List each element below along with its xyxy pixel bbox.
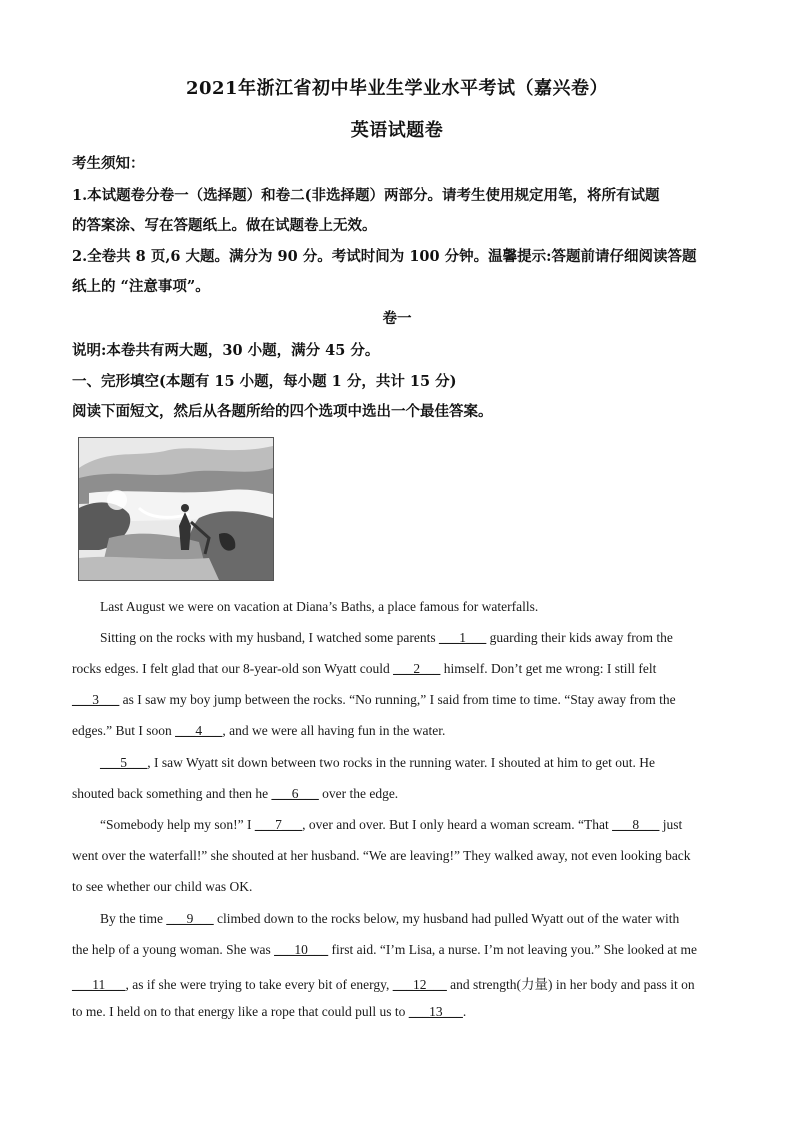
exam-subtitle: 英语试题卷: [350, 120, 444, 141]
blank-10: ___10___: [274, 942, 329, 957]
instruction-2-line-2: 纸上的 “注意事项”。: [72, 278, 210, 295]
section-note: 说明:本卷共有两大题，30 小题，满分 45 分。: [72, 342, 380, 359]
passage-line-12: the help of a young woman. She was ___10___ first aid. “I’m Lisa, a nurse. I’m not leaving you.” She looked at me: [72, 942, 697, 957]
section-title: 卷一: [382, 310, 412, 327]
passage-line-6: ___5___, I saw Wyatt sit down between two rocks in the running water. I shouted at him to get out. He: [100, 755, 655, 770]
passage-line-13: ___11___, as if she were trying to take every bit of energy, ___12___ and strength(力量) in her body and pass it on: [72, 977, 695, 992]
instruction-1-line-2: 的答案涂、写在答题纸上。做在试题卷上无效。: [72, 217, 377, 234]
passage-line-14: to me. I held on to that energy like a rope that could pull us to ___13___.: [72, 1004, 467, 1019]
passage-line-8: “Somebody help my son!” I ___7___, over and over. But I only heard a woman scream. “That ___8___ just: [100, 817, 683, 832]
directions: 阅读下面短文，然后从各题所给的四个选项中选出一个最佳答案。: [72, 403, 493, 420]
blank-5: ___5___: [100, 755, 148, 770]
exam-title: 2021年浙江省初中毕业生学业水平考试（嘉兴卷）: [185, 78, 609, 99]
blank-8: ___8___: [612, 817, 660, 832]
blank-1: ___1___: [438, 630, 487, 645]
passage-line-7: shouted back something and then he ___6___ over the edge.: [72, 786, 399, 801]
waterfall-illustration: [78, 437, 274, 581]
blank-3: ___3___: [72, 692, 120, 707]
passage-line-10: to see whether our child was OK.: [72, 879, 253, 894]
part-1-heading: 一、完形填空(本题有 15 小题，每小题 1 分，共计 15 分): [72, 373, 457, 390]
passage-line-9: went over the waterfall!” she shouted at her husband. “We are leaving!” They walked away, not even looking back: [72, 848, 691, 863]
passage-line-5: edges.” But I soon ___4___, and we were all having fun in the water.: [72, 723, 446, 738]
blank-11: ___11___: [72, 977, 126, 992]
blank-12: ___12___: [392, 977, 447, 992]
blank-13: ___13___: [408, 1004, 463, 1019]
passage-line-2: Sitting on the rocks with my husband, I watched some parents ___1___ guarding their kids away from the: [100, 630, 673, 645]
blank-9: ___9___: [166, 911, 214, 926]
blank-2: ___2___: [393, 661, 441, 676]
passage-line-1: Last August we were on vacation at Diana’s Baths, a place famous for waterfalls.: [100, 599, 539, 614]
blank-4: ___4___: [175, 723, 223, 738]
passage-line-3: rocks edges. I felt glad that our 8-year-old son Wyatt could ___2___ himself. Don’t get me wrong: I still felt: [72, 661, 657, 676]
passage-line-11: By the time ___9___ climbed down to the rocks below, my husband had pulled Wyatt out of the water with: [100, 911, 680, 926]
blank-7: ___7___: [254, 817, 303, 832]
blank-6: ___6___: [271, 786, 319, 801]
instruction-2-line-1: 2.全卷共 8 页,6 大题。满分为 90 分。考试时间为 100 分钟。温馨提示:答题前请仔细阅读答题: [72, 248, 697, 265]
instructions-heading: 考生须知：: [72, 155, 145, 172]
instruction-1-line-1: 1.本试题卷分卷一（选择题）和卷二(非选择题）两部分。请考生使用规定用笔，将所有试题: [72, 187, 660, 204]
passage-line-4: ___3___ as I saw my boy jump between the rocks. “No running,” I said from time to time. “Stay away from the: [72, 692, 676, 707]
